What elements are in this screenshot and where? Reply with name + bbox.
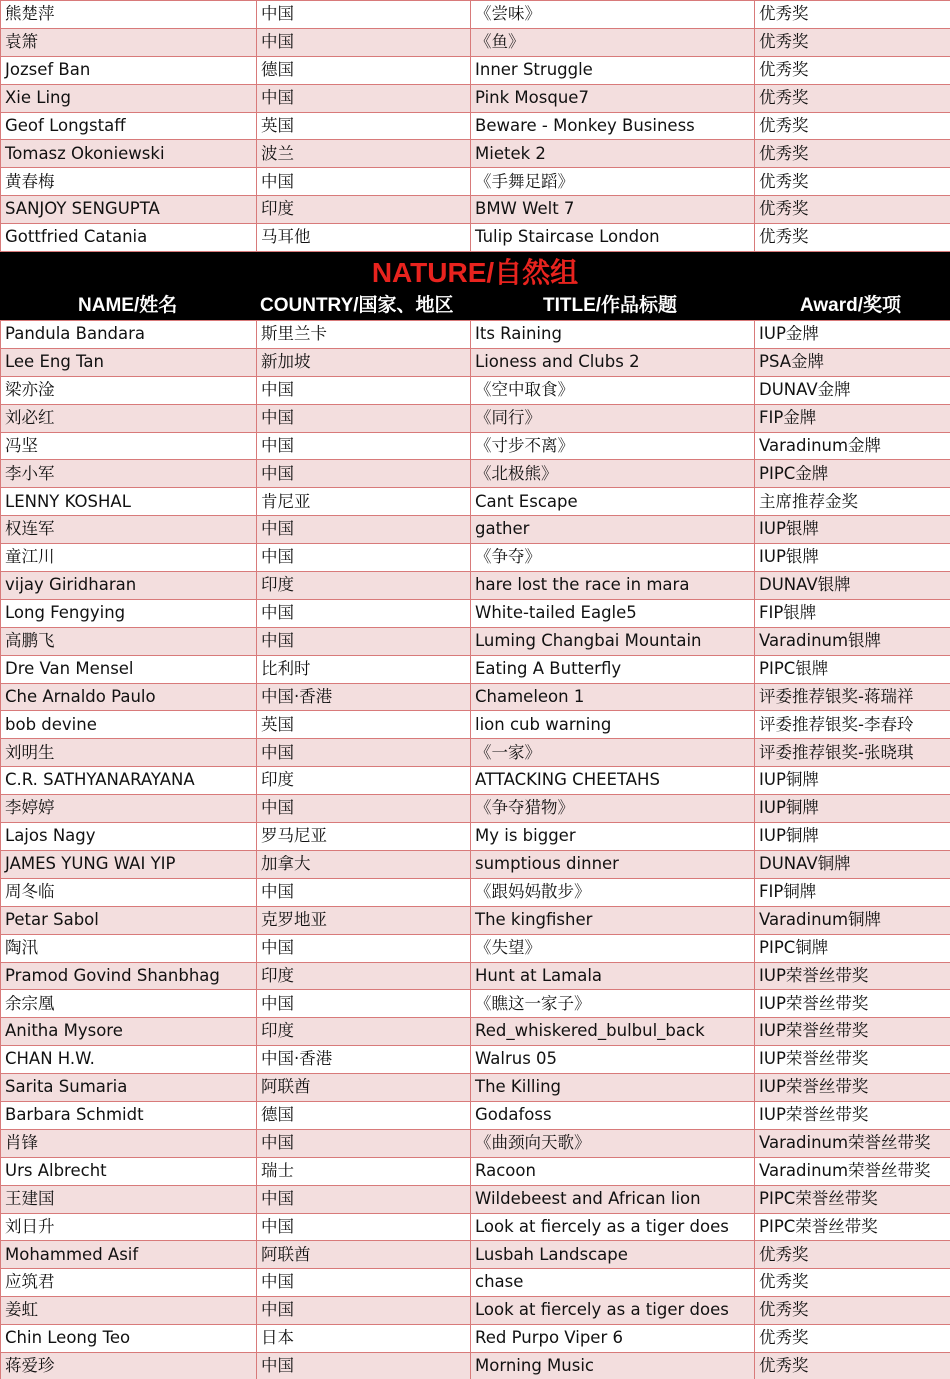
cell-title: 《曲颈向天歌》 [471,1129,755,1157]
cell-title: Morning Music [471,1352,755,1379]
cell-award: 评委推荐银奖-张晓琪 [755,739,950,767]
column-header-title: TITLE/作品标题 [543,295,678,317]
table-row [1,906,950,934]
cell-title: The kingfisher [471,906,755,934]
cell-name: 应筑君 [1,1269,257,1297]
nature-awards-table [0,320,950,1379]
cell-country: 中国 [257,460,471,488]
cell-country: 英国 [257,112,471,140]
cell-name: Sarita Sumaria [1,1074,257,1102]
cell-country: 中国 [257,627,471,655]
cell-title: 《寸步不离》 [471,432,755,460]
cell-country: 中国 [257,516,471,544]
cell-title: Look at fiercely as a tiger does [471,1213,755,1241]
cell-name: 李婷婷 [1,795,257,823]
cell-award: 优秀奖 [755,84,950,112]
cell-award: PIPC铜牌 [755,934,950,962]
top-awards-body [1,1,950,252]
cell-award: 优秀奖 [755,140,950,168]
table-row [1,1074,950,1102]
cell-name: vijay Giridharan [1,572,257,600]
cell-name: 王建国 [1,1185,257,1213]
table-row [1,544,950,572]
cell-country: 印度 [257,962,471,990]
cell-award: Varadinum荣誉丝带奖 [755,1157,950,1185]
cell-title: Red Purpo Viper 6 [471,1325,755,1353]
table-row [1,1101,950,1129]
table-row [1,655,950,683]
cell-country: 日本 [257,1325,471,1353]
cell-title: White-tailed Eagle5 [471,599,755,627]
cell-country: 中国 [257,990,471,1018]
cell-award: FIP银牌 [755,599,950,627]
table-row [1,767,950,795]
cell-award: 优秀奖 [755,1269,950,1297]
cell-award: DUNAV铜牌 [755,850,950,878]
cell-title: 《尝味》 [471,1,755,29]
cell-name: 肖锋 [1,1129,257,1157]
cell-name: 袁箫 [1,28,257,56]
cell-name: LENNY KOSHAL [1,488,257,516]
cell-name: 黄春梅 [1,168,257,196]
cell-name: 蒋爱珍 [1,1352,257,1379]
cell-title: 《失望》 [471,934,755,962]
cell-title: lion cub warning [471,711,755,739]
cell-award: IUP荣誉丝带奖 [755,1018,950,1046]
column-header-country: COUNTRY/国家、地区 [260,295,454,317]
cell-award: 优秀奖 [755,196,950,224]
cell-award: PIPC银牌 [755,655,950,683]
cell-title: 《手舞足蹈》 [471,168,755,196]
cell-title: 《跟妈妈散步》 [471,878,755,906]
cell-award: IUP银牌 [755,544,950,572]
table-row [1,432,950,460]
cell-award: 优秀奖 [755,1241,950,1269]
cell-name: CHAN H.W. [1,1046,257,1074]
cell-award: PIPC荣誉丝带奖 [755,1213,950,1241]
cell-award: 优秀奖 [755,1325,950,1353]
table-row [1,84,950,112]
cell-title: 《鱼》 [471,28,755,56]
cell-name: Urs Albrecht [1,1157,257,1185]
table-row [1,460,950,488]
cell-country: 马耳他 [257,224,471,252]
table-row [1,1352,950,1379]
cell-country: 瑞士 [257,1157,471,1185]
cell-award: FIP金牌 [755,404,950,432]
cell-name: Lajos Nagy [1,823,257,851]
cell-award: 评委推荐银奖-蒋瑞祥 [755,683,950,711]
cell-title: Its Raining [471,321,755,349]
cell-country: 斯里兰卡 [257,321,471,349]
cell-country: 中国 [257,739,471,767]
cell-name: Mohammed Asif [1,1241,257,1269]
cell-name: 权连军 [1,516,257,544]
table-row [1,850,950,878]
cell-award: 优秀奖 [755,1297,950,1325]
cell-title: Walrus 05 [471,1046,755,1074]
cell-title: Godafoss [471,1101,755,1129]
cell-country: 中国 [257,1269,471,1297]
cell-award: DUNAV银牌 [755,572,950,600]
cell-title: My is bigger [471,823,755,851]
cell-country: 英国 [257,711,471,739]
cell-name: 童江川 [1,544,257,572]
cell-country: 印度 [257,767,471,795]
table-row [1,321,950,349]
cell-title: Eating A Butterfly [471,655,755,683]
cell-award: 优秀奖 [755,168,950,196]
cell-title: 《瞧这一家子》 [471,990,755,1018]
cell-country: 中国 [257,544,471,572]
cell-title: Lusbah Landscape [471,1241,755,1269]
cell-name: Long Fengying [1,599,257,627]
cell-award: IUP荣誉丝带奖 [755,990,950,1018]
cell-country: 印度 [257,572,471,600]
cell-title: gather [471,516,755,544]
cell-country: 中国 [257,934,471,962]
cell-title: 《北极熊》 [471,460,755,488]
cell-title: Red_whiskered_bulbul_back [471,1018,755,1046]
cell-title: BMW Welt 7 [471,196,755,224]
cell-title: Pink Mosque7 [471,84,755,112]
table-row [1,488,950,516]
cell-country: 中国 [257,28,471,56]
cell-award: 优秀奖 [755,112,950,140]
cell-title: Beware - Monkey Business [471,112,755,140]
cell-award: IUP银牌 [755,516,950,544]
cell-country: 德国 [257,1101,471,1129]
cell-name: Lee Eng Tan [1,348,257,376]
cell-award: 优秀奖 [755,1,950,29]
cell-name: Pramod Govind Shanbhag [1,962,257,990]
cell-country: 德国 [257,56,471,84]
cell-name: Tomasz Okoniewski [1,140,257,168]
cell-award: Varadinum银牌 [755,627,950,655]
cell-award: 优秀奖 [755,56,950,84]
cell-name: Barbara Schmidt [1,1101,257,1129]
table-row [1,168,950,196]
cell-award: 优秀奖 [755,1352,950,1379]
cell-title: Luming Changbai Mountain [471,627,755,655]
top-awards-table [0,0,950,252]
table-row [1,404,950,432]
cell-title: Chameleon 1 [471,683,755,711]
cell-award: PIPC金牌 [755,460,950,488]
cell-name: Anitha Mysore [1,1018,257,1046]
cell-country: 波兰 [257,140,471,168]
cell-award: IUP荣誉丝带奖 [755,962,950,990]
section-header [0,252,950,320]
cell-name: 刘日升 [1,1213,257,1241]
cell-country: 中国·香港 [257,683,471,711]
cell-name: Che Arnaldo Paulo [1,683,257,711]
cell-title: 《同行》 [471,404,755,432]
cell-name: Dre Van Mensel [1,655,257,683]
table-row [1,376,950,404]
cell-name: 姜虹 [1,1297,257,1325]
cell-title: 《争夺猎物》 [471,795,755,823]
cell-award: IUP金牌 [755,321,950,349]
table-row [1,599,950,627]
cell-title: 《争夺》 [471,544,755,572]
cell-country: 阿联酋 [257,1241,471,1269]
cell-title: hare lost the race in mara [471,572,755,600]
cell-name: Xie Ling [1,84,257,112]
cell-country: 中国 [257,404,471,432]
table-row [1,627,950,655]
cell-country: 中国 [257,1297,471,1325]
table-row [1,516,950,544]
table-row [1,28,950,56]
section-title: NATURE/自然组 [371,257,579,289]
cell-award: IUP铜牌 [755,767,950,795]
table-row [1,878,950,906]
cell-country: 中国 [257,878,471,906]
cell-award: IUP铜牌 [755,795,950,823]
cell-title: sumptious dinner [471,850,755,878]
table-row [1,196,950,224]
cell-country: 印度 [257,1018,471,1046]
table-row [1,1185,950,1213]
cell-country: 肯尼亚 [257,488,471,516]
cell-award: 评委推荐银奖-李春玲 [755,711,950,739]
cell-country: 阿联酋 [257,1074,471,1102]
cell-country: 中国 [257,795,471,823]
cell-country: 克罗地亚 [257,906,471,934]
cell-title: ATTACKING CHEETAHS [471,767,755,795]
cell-award: Varadinum荣誉丝带奖 [755,1129,950,1157]
cell-country: 中国·香港 [257,1046,471,1074]
cell-award: Varadinum铜牌 [755,906,950,934]
table-row [1,1046,950,1074]
cell-name: bob devine [1,711,257,739]
cell-name: Jozsef Ban [1,56,257,84]
cell-country: 中国 [257,1213,471,1241]
cell-name: Chin Leong Teo [1,1325,257,1353]
table-row [1,572,950,600]
cell-country: 印度 [257,196,471,224]
table-row [1,1,950,29]
cell-award: 主席推荐金奖 [755,488,950,516]
cell-country: 中国 [257,432,471,460]
cell-award: IUP荣誉丝带奖 [755,1101,950,1129]
table-row [1,1269,950,1297]
cell-title: Wildebeest and African lion [471,1185,755,1213]
cell-country: 中国 [257,376,471,404]
cell-name: JAMES YUNG WAI YIP [1,850,257,878]
table-row [1,962,950,990]
cell-name: 冯坚 [1,432,257,460]
table-row [1,56,950,84]
cell-award: IUP铜牌 [755,823,950,851]
table-row [1,795,950,823]
cell-country: 比利时 [257,655,471,683]
cell-country: 中国 [257,168,471,196]
table-row [1,1297,950,1325]
cell-name: 刘必红 [1,404,257,432]
table-row [1,224,950,252]
cell-name: 周冬临 [1,878,257,906]
cell-name: 刘明生 [1,739,257,767]
table-row [1,1325,950,1353]
cell-award: FIP铜牌 [755,878,950,906]
cell-title: Cant Escape [471,488,755,516]
cell-country: 中国 [257,1,471,29]
cell-name: 熊楚萍 [1,1,257,29]
cell-name: 陶汛 [1,934,257,962]
cell-country: 中国 [257,1129,471,1157]
cell-name: 李小军 [1,460,257,488]
cell-award: 优秀奖 [755,224,950,252]
column-header-award: Award/奖项 [800,295,902,317]
table-row [1,1241,950,1269]
cell-name: Petar Sabol [1,906,257,934]
cell-title: 《空中取食》 [471,376,755,404]
cell-country: 中国 [257,1352,471,1379]
cell-name: 梁亦淦 [1,376,257,404]
column-header-name: NAME/姓名 [78,295,178,317]
cell-award: IUP荣誉丝带奖 [755,1074,950,1102]
table-row [1,1213,950,1241]
cell-award: DUNAV金牌 [755,376,950,404]
cell-country: 中国 [257,599,471,627]
table-row [1,823,950,851]
cell-country: 中国 [257,1185,471,1213]
cell-title: Racoon [471,1157,755,1185]
cell-award: 优秀奖 [755,28,950,56]
table-row [1,1018,950,1046]
cell-country: 新加坡 [257,348,471,376]
table-row [1,990,950,1018]
cell-award: IUP荣誉丝带奖 [755,1046,950,1074]
table-row [1,1129,950,1157]
table-row [1,683,950,711]
cell-title: Mietek 2 [471,140,755,168]
cell-title: Tulip Staircase London [471,224,755,252]
table-row [1,348,950,376]
cell-title: Inner Struggle [471,56,755,84]
cell-name: SANJOY SENGUPTA [1,196,257,224]
table-row [1,1157,950,1185]
cell-title: chase [471,1269,755,1297]
table-row [1,140,950,168]
cell-name: 余宗凰 [1,990,257,1018]
cell-name: C.R. SATHYANARAYANA [1,767,257,795]
cell-title: Lioness and Clubs 2 [471,348,755,376]
cell-award: Varadinum金牌 [755,432,950,460]
cell-country: 加拿大 [257,850,471,878]
cell-name: 高鹏飞 [1,627,257,655]
cell-award: PSA金牌 [755,348,950,376]
cell-title: Look at fiercely as a tiger does [471,1297,755,1325]
nature-awards-body [1,321,950,1379]
cell-title: 《一家》 [471,739,755,767]
table-row [1,112,950,140]
table-row [1,934,950,962]
cell-title: The Killing [471,1074,755,1102]
cell-name: Gottfried Catania [1,224,257,252]
cell-country: 罗马尼亚 [257,823,471,851]
cell-country: 中国 [257,84,471,112]
cell-award: PIPC荣誉丝带奖 [755,1185,950,1213]
cell-name: Geof Longstaff [1,112,257,140]
table-row [1,711,950,739]
table-row [1,739,950,767]
cell-name: Pandula Bandara [1,321,257,349]
cell-title: Hunt at Lamala [471,962,755,990]
